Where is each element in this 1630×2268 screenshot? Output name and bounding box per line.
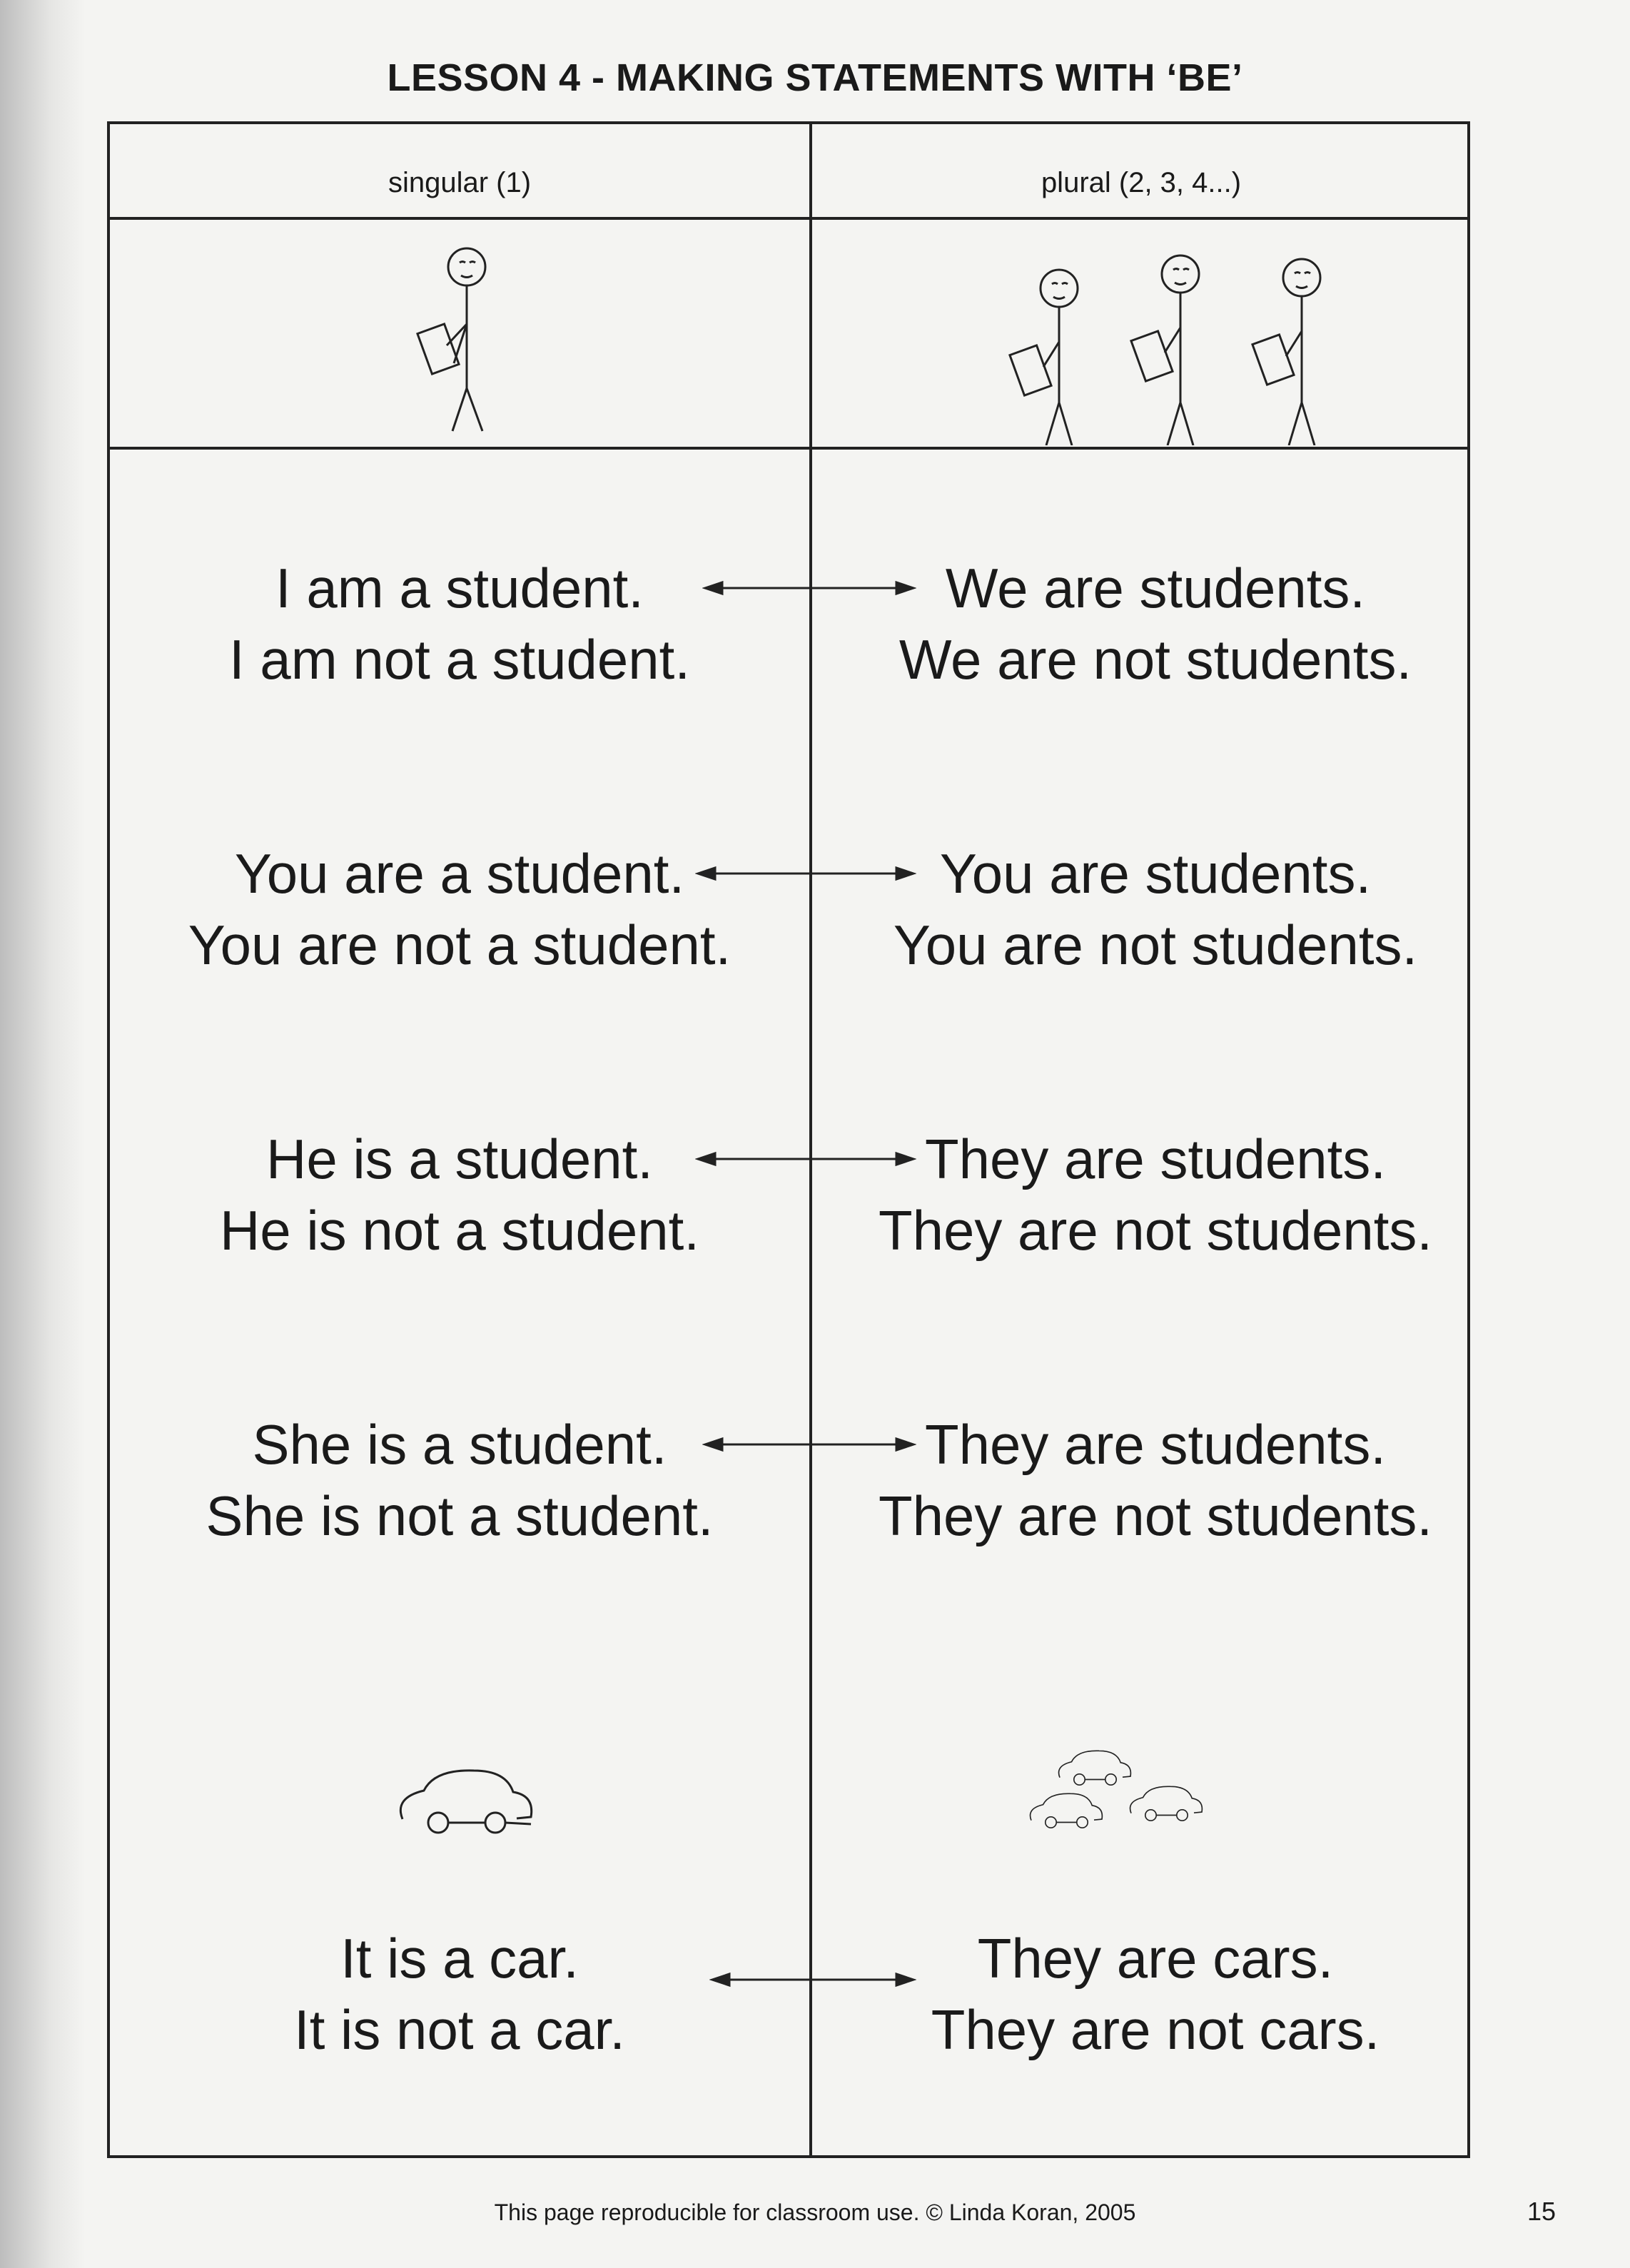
stick-figures-group-icon	[988, 238, 1387, 445]
negative-sentence: I am not a student.	[228, 628, 691, 691]
statement-singular-1	[117, 552, 802, 695]
negative-sentence: He is not a student.	[219, 1199, 700, 1262]
double-arrow-icon	[695, 1145, 916, 1173]
affirmative-sentence: They are students.	[924, 1128, 1386, 1190]
double-arrow-icon	[702, 574, 916, 602]
header-plural: plural (2, 3, 4...)	[1041, 167, 1242, 198]
statement-plural-5	[813, 1923, 1498, 2065]
negative-sentence: You are not students.	[893, 913, 1418, 976]
negative-sentence: It is not a car.	[294, 1998, 625, 2061]
cars-group-icon	[1023, 1744, 1223, 1858]
negative-sentence: They are not students.	[878, 1484, 1433, 1547]
double-arrow-icon	[695, 859, 916, 888]
page-title: LESSON 4 - MAKING STATEMENTS WITH ‘BE’	[387, 56, 1243, 99]
negative-sentence: They are not cars.	[931, 1998, 1380, 2061]
lesson-table	[107, 121, 1470, 2158]
page-footer: This page reproducible for classroom use. © Linda Koran, 2005	[494, 2199, 1136, 2225]
affirmative-sentence: We are students.	[945, 557, 1366, 619]
header-divider	[110, 217, 1467, 220]
header-singular: singular (1)	[388, 167, 532, 198]
statement-singular-4	[117, 1409, 802, 1551]
affirmative-sentence: You are students.	[939, 842, 1372, 905]
double-arrow-icon	[709, 1965, 916, 1994]
stick-figure-icon	[395, 238, 538, 445]
negative-sentence: They are not students.	[878, 1199, 1433, 1262]
affirmative-sentence: I am a student.	[275, 557, 644, 619]
illustration-divider	[110, 447, 1467, 450]
page-number: 15	[1527, 2197, 1556, 2226]
column-divider	[809, 124, 812, 2155]
affirmative-sentence: You are a student.	[234, 842, 685, 905]
statement-singular-5	[117, 1923, 802, 2065]
negative-sentence: We are not students.	[898, 628, 1412, 691]
negative-sentence: You are not a student.	[188, 913, 732, 976]
page-gutter-shadow	[0, 0, 86, 2268]
affirmative-sentence: She is a student.	[252, 1413, 667, 1476]
negative-sentence: She is not a student.	[206, 1484, 714, 1547]
double-arrow-icon	[702, 1430, 916, 1459]
affirmative-sentence: It is a car.	[340, 1927, 579, 1990]
affirmative-sentence: They are students.	[924, 1413, 1386, 1476]
car-icon	[388, 1758, 552, 1844]
affirmative-sentence: They are cars.	[977, 1927, 1334, 1990]
affirmative-sentence: He is a student.	[266, 1128, 653, 1190]
